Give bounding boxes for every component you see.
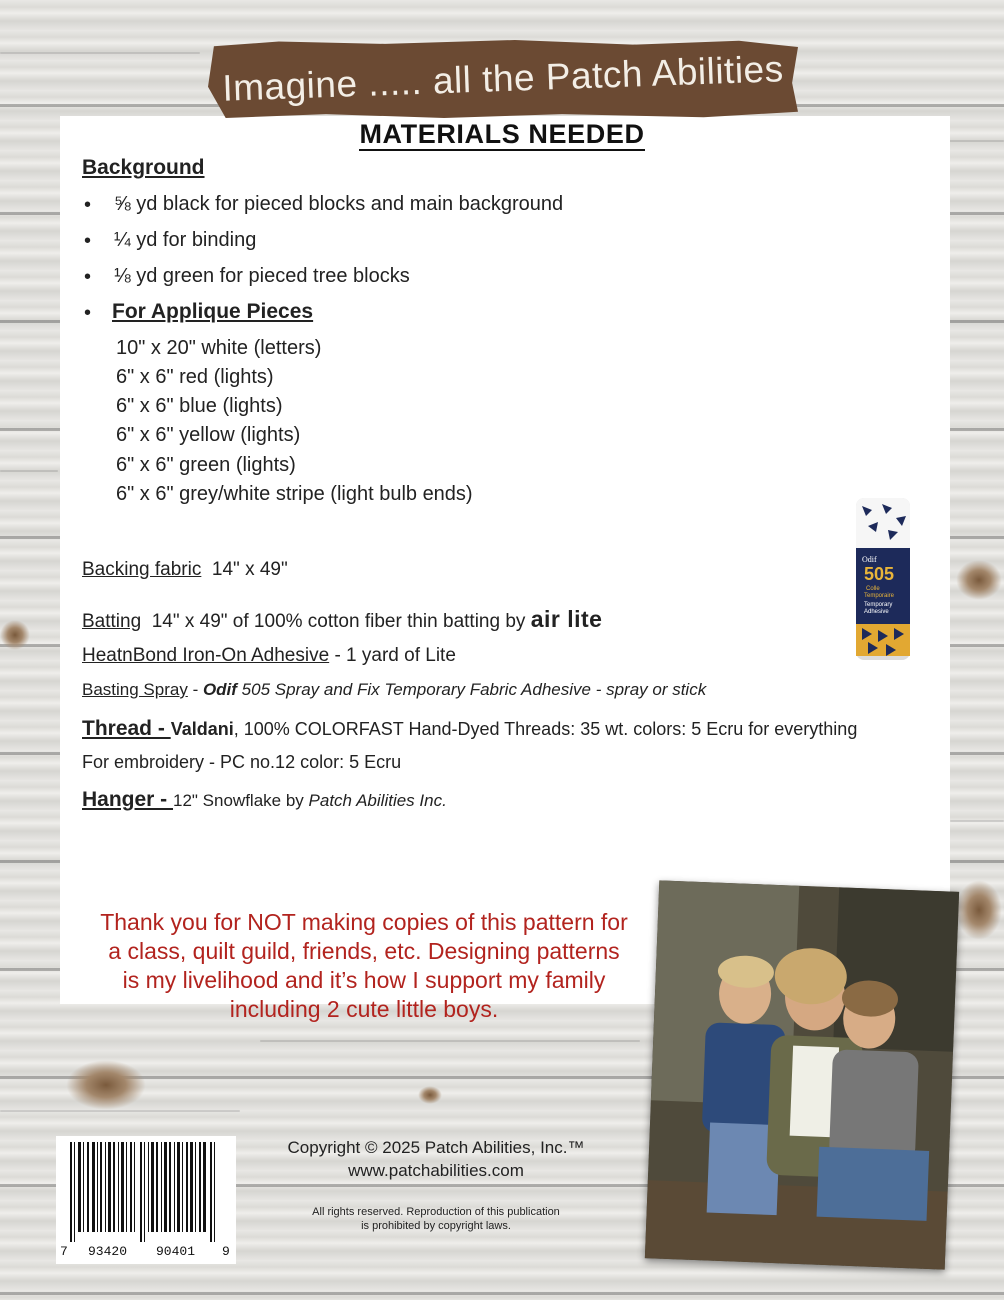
barcode-digit: 9 bbox=[222, 1244, 230, 1259]
spray-can-image bbox=[852, 496, 914, 662]
bullet-icon: • bbox=[84, 266, 92, 288]
rights-notice bbox=[250, 1205, 622, 1233]
thanks-line: including 2 cute little boys. bbox=[229, 996, 499, 1022]
spray-line3: Temporary bbox=[864, 602, 893, 608]
wood-grain bbox=[0, 470, 58, 472]
wood-knot bbox=[66, 1060, 146, 1110]
spray-line4: Adhesive bbox=[864, 609, 889, 615]
heatnbond-label: HeatnBond Iron-On Adhesive bbox=[82, 645, 330, 666]
applique-piece: 6" x 6" yellow (lights) bbox=[116, 424, 301, 446]
hanger-brand: Patch Abilities Inc. bbox=[308, 791, 447, 810]
heatnbond-line bbox=[82, 645, 456, 667]
bullet-icon: • bbox=[84, 230, 92, 252]
banner-title: Imagine ..... all the Patch Abilities bbox=[221, 48, 785, 109]
barcode-digit: 90401 bbox=[156, 1244, 196, 1259]
background-section-title: Background bbox=[82, 156, 205, 179]
backing-label: Backing fabric bbox=[82, 559, 202, 580]
applique-piece: 6" x 6" grey/white stripe (light bulb ends) bbox=[116, 483, 473, 505]
spray-line2: Temporaire bbox=[864, 593, 895, 599]
basting-label: Basting Spray bbox=[82, 680, 188, 699]
basting-value: 505 Spray and Fix Temporary Fabric Adhesive - spray or stick bbox=[236, 680, 707, 699]
rights-line: is prohibited by copyright laws. bbox=[361, 1220, 511, 1232]
thanks-line: is my livelihood and it’s how I support my family bbox=[122, 967, 606, 993]
basting-line bbox=[82, 680, 706, 700]
barcode bbox=[56, 1136, 236, 1264]
thread-line bbox=[82, 717, 857, 741]
rights-line: All rights reserved. Reproduction of this publication bbox=[312, 1206, 560, 1218]
wood-knot bbox=[956, 880, 1002, 940]
batting-value: 14" x 49" of 100% cotton fiber thin batting by bbox=[151, 611, 526, 632]
wood-knot bbox=[956, 560, 1002, 600]
family-photo bbox=[645, 880, 959, 1269]
wood-grain bbox=[260, 1040, 640, 1042]
wood-grain bbox=[0, 52, 200, 54]
basting-brand: Odif bbox=[202, 680, 237, 699]
heatnbond-value: - 1 yard of Lite bbox=[329, 645, 456, 666]
spray-line1: Colle bbox=[866, 586, 880, 592]
page-title bbox=[0, 119, 1004, 150]
copyright: Copyright © 2025 Patch Abilities, Inc.™ bbox=[287, 1138, 585, 1157]
applique-piece: 6" x 6" green (lights) bbox=[116, 454, 296, 476]
backing-line bbox=[82, 559, 288, 581]
wood-grain bbox=[950, 820, 1004, 822]
wood-knot bbox=[418, 1086, 442, 1104]
batting-label: Batting bbox=[82, 611, 142, 632]
thread-brand: Valdani bbox=[170, 719, 234, 739]
spray-number: 505 bbox=[864, 564, 895, 584]
applique-title: For Applique Pieces bbox=[112, 300, 314, 323]
embroidery-line: For embroidery - PC no.12 color: 5 Ecru bbox=[82, 752, 402, 772]
bullet-icon: • bbox=[84, 194, 92, 216]
thread-label: Thread - bbox=[82, 717, 171, 740]
batting-line bbox=[82, 606, 602, 633]
thread-value: , 100% COLORFAST Hand-Dyed Threads: 35 wt. colors: 5 Ecru for everything bbox=[233, 719, 858, 739]
list-item: ¼ yd for binding bbox=[114, 229, 257, 251]
batting-brand: air lite bbox=[530, 606, 603, 632]
applique-piece: 6" x 6" blue (lights) bbox=[116, 395, 283, 417]
applique-piece: 10" x 20" white (letters) bbox=[116, 337, 322, 359]
barcode-digit: 7 bbox=[60, 1244, 68, 1259]
bullet-icon: • bbox=[84, 302, 92, 324]
thanks-line: a class, quilt guild, friends, etc. Designing patterns bbox=[108, 938, 620, 964]
thanks-line: Thank you for NOT making copies of this pattern for bbox=[100, 909, 628, 935]
wood-knot bbox=[0, 620, 30, 650]
backing-value: 14" x 49" bbox=[211, 559, 288, 580]
barcode-bars bbox=[56, 1136, 236, 1246]
list-item: ⅛ yd green for pieced tree blocks bbox=[114, 265, 410, 287]
spray-brand: Odif bbox=[862, 555, 877, 564]
page-title-text: MATERIALS NEEDED bbox=[359, 119, 645, 149]
basting-dash: - bbox=[187, 680, 203, 699]
wood-grain bbox=[0, 1110, 240, 1112]
thank-you-note bbox=[66, 908, 662, 1024]
family-photo-illustration bbox=[645, 880, 959, 1269]
website-link[interactable]: www.patchabilities.com bbox=[348, 1161, 524, 1180]
hanger-label: Hanger - bbox=[82, 788, 174, 811]
applique-piece: 6" x 6" red (lights) bbox=[116, 366, 274, 388]
barcode-digit: 93420 bbox=[88, 1244, 128, 1259]
hanger-line bbox=[82, 788, 447, 812]
hanger-value: 12" Snowflake by bbox=[173, 791, 309, 810]
list-item: ⅝ yd black for pieced blocks and main background bbox=[114, 193, 564, 215]
